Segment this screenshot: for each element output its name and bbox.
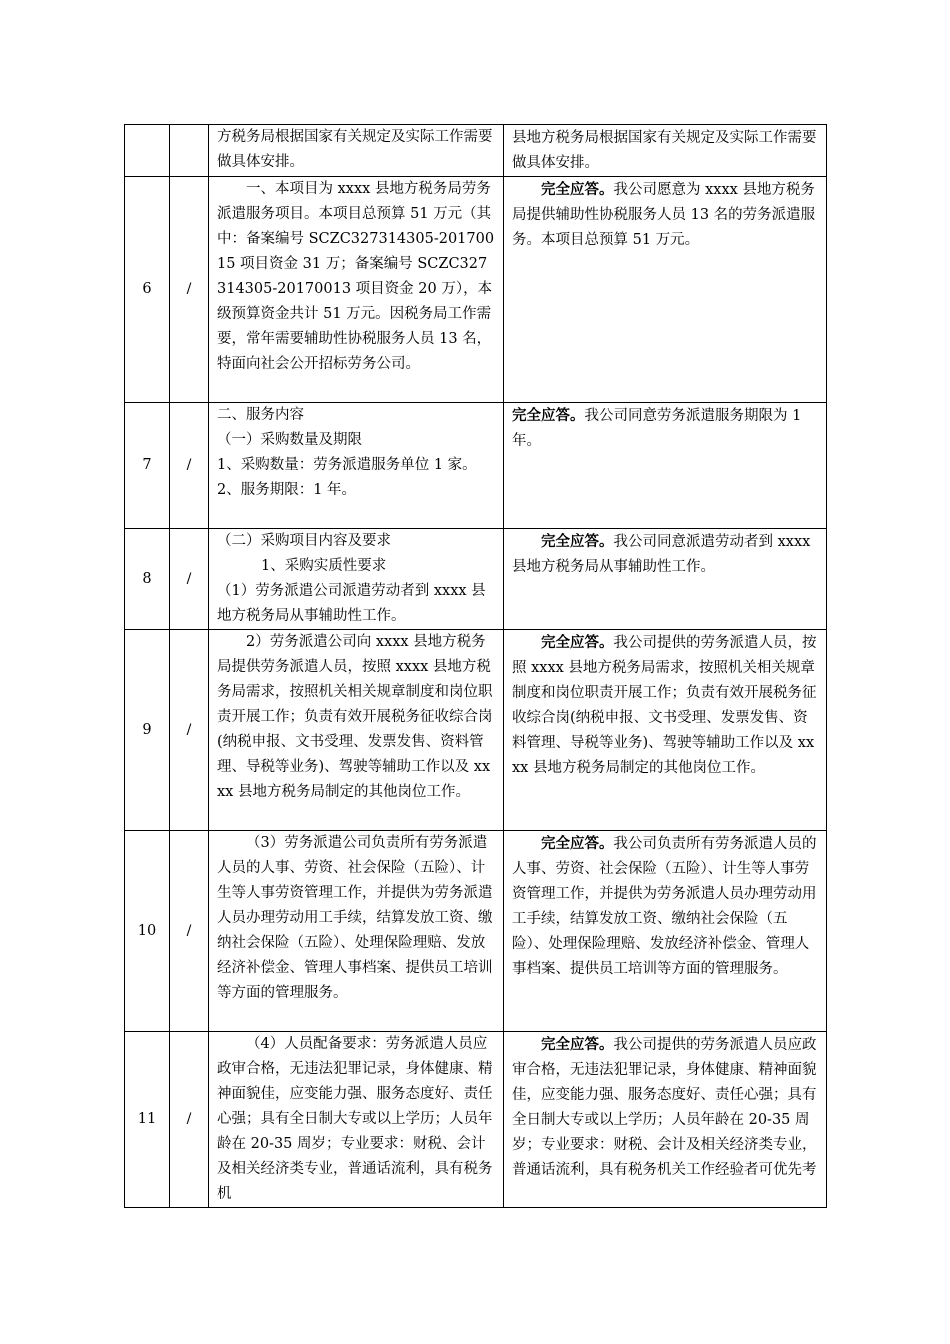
deviation-mark: /: [170, 177, 209, 403]
deviation-mark: [170, 125, 209, 177]
response-status: 完全应答。: [541, 533, 614, 550]
requirement-text: 方税务局根据国家有关规定及实际工作需要做具体安排。: [217, 129, 493, 170]
response-cell: [504, 630, 827, 831]
response-text: 我公司愿意为 xxxx 县地方税务局提供辅助性协税服务人员 13 名的劳务派遣服务。本项目总预算 51 万元。: [512, 182, 816, 248]
response-text: 我公司负责所有劳务派遣人员的人事、劳资、社会保险（五险）、计生等人事劳资管理工作，并提供为劳务派遣人员办理劳动用工手续，结算发放工资、缴纳社会保险（五险）、处理保险理赔、发放经济补偿金、管理人事档案、提供员工培训等方面的管理服务。: [512, 836, 817, 977]
response-status: 完全应答。: [541, 1036, 614, 1053]
deviation-mark: /: [170, 831, 209, 1032]
requirement-text: 2）劳务派遣公司向 xxxx 县地方税务局提供劳务派遣人员，按照 xxxx 县地方税务局需求，按照机关相关规章制度和岗位职责开展工作；负责有效开展税务征收综合岗(纳税申报、文书受理、发票发售、资料管理、导税等业务)、驾驶等辅助工作以及 xxxx 县地方税务局制定的其他岗位工作。: [217, 634, 493, 800]
requirement-text: 二、服务内容: [217, 407, 304, 423]
requirement-text: （3）劳务派遣公司负责所有劳务派遣人员的人事、劳资、社会保险（五险）、计生等人事劳资管理工作，并提供为劳务派遣人员办理劳动用工手续，结算发放工资、缴纳社会保险（五险）、处理保险理赔、发放经济补偿金、管理人事档案、提供员工培训等方面的管理服务。: [217, 835, 493, 1001]
response-status: 完全应答。: [541, 835, 614, 852]
deviation-mark: /: [170, 403, 209, 529]
response-text: 县地方税务局根据国家有关规定及实际工作需要做具体安排。: [512, 130, 817, 171]
requirement-cell: [209, 529, 504, 630]
response-cell: [504, 403, 827, 529]
response-cell: [504, 529, 827, 630]
requirement-cell: [209, 630, 504, 831]
response-text: 我公司提供的劳务派遣人员应政审合格，无违法犯罪记录，身体健康、精神面貌佳，应变能力强、服务态度好、责任心强；具有全日制大专或以上学历；人员年龄在 20-35 周岁；专业要求：财税、会计及相关经济类专业，普通话流利，具有税务机关工作经验者可优先考: [512, 1037, 817, 1178]
response-status: 完全应答。: [541, 634, 614, 651]
item-number: 9: [125, 630, 170, 831]
item-number: [125, 125, 170, 177]
response-cell: [504, 125, 827, 177]
table-row: [125, 125, 827, 177]
response-text: 我公司提供的劳务派遣人员，按照 xxxx 县地方税务局需求，按照机关相关规章制度和岗位职责开展工作；负责有效开展税务征收综合岗(纳税申报、文书受理、发票发售、资料管理、导税等业务)、驾驶等辅助工作以及 xxxx 县地方税务局制定的其他岗位工作。: [512, 635, 817, 776]
response-status: 完全应答。: [541, 181, 614, 198]
requirement-cell: [209, 125, 504, 177]
deviation-mark: /: [170, 630, 209, 831]
response-text: 我公司同意派遣劳动者到 xxxx 县地方税务局从事辅助性工作。: [512, 534, 811, 575]
table-row: [125, 177, 827, 403]
table-row: [125, 529, 827, 630]
table-row: [125, 630, 827, 831]
deviation-mark: /: [170, 1032, 209, 1208]
response-cell: [504, 831, 827, 1032]
response-text: 我公司同意劳务派遣服务期限为 1 年。: [512, 408, 802, 449]
response-status: 完全应答。: [512, 407, 585, 424]
requirement-text: 1、采购实质性要求: [261, 558, 387, 574]
requirement-cell: [209, 403, 504, 529]
requirement-cell: [209, 1032, 504, 1208]
requirement-text: （1）劳务派遣公司派遣劳动者到 xxxx 县地方税务局从事辅助性工作。: [217, 583, 486, 624]
response-cell: [504, 1032, 827, 1208]
requirement-cell: [209, 177, 504, 403]
requirement-text: 一、本项目为 xxxx 县地方税务局劳务派遣服务项目。本项目总预算 51 万元（其中：备案编号 SCZC327314305-20170015 项目资金 31 万；备案编号 SCZC327314305-20170013 项目资金 20 万），本级预算资金共计 51 万元。因税务局工作需要，常年需要辅助性协税服务人员 13 名，特面向社会公开招标劳务公司。: [217, 181, 495, 372]
requirement-text: （4）人员配备要求：劳务派遣人员应政审合格，无违法犯罪记录，身体健康、精神面貌佳，应变能力强、服务态度好、责任心强；具有全日制大专或以上学历；人员年龄在 20-35 周岁；专业要求：财税、会计及相关经济类专业，普通话流利，具有税务机: [217, 1036, 493, 1202]
item-number: 8: [125, 529, 170, 630]
item-number: 7: [125, 403, 170, 529]
requirement-text: （一）采购数量及期限: [217, 432, 362, 448]
requirement-cell: [209, 831, 504, 1032]
response-cell: [504, 177, 827, 403]
table-row: [125, 403, 827, 529]
item-number: 11: [125, 1032, 170, 1208]
requirement-text: 1、采购数量：劳务派遣服务单位 1 家。: [217, 457, 477, 473]
table-row: [125, 831, 827, 1032]
item-number: 10: [125, 831, 170, 1032]
table-row: [125, 1032, 827, 1208]
response-table: [124, 124, 827, 1208]
requirement-text: （二）采购项目内容及要求: [217, 533, 391, 549]
item-number: 6: [125, 177, 170, 403]
deviation-mark: /: [170, 529, 209, 630]
requirement-text: 2、服务期限：1 年。: [217, 482, 357, 498]
